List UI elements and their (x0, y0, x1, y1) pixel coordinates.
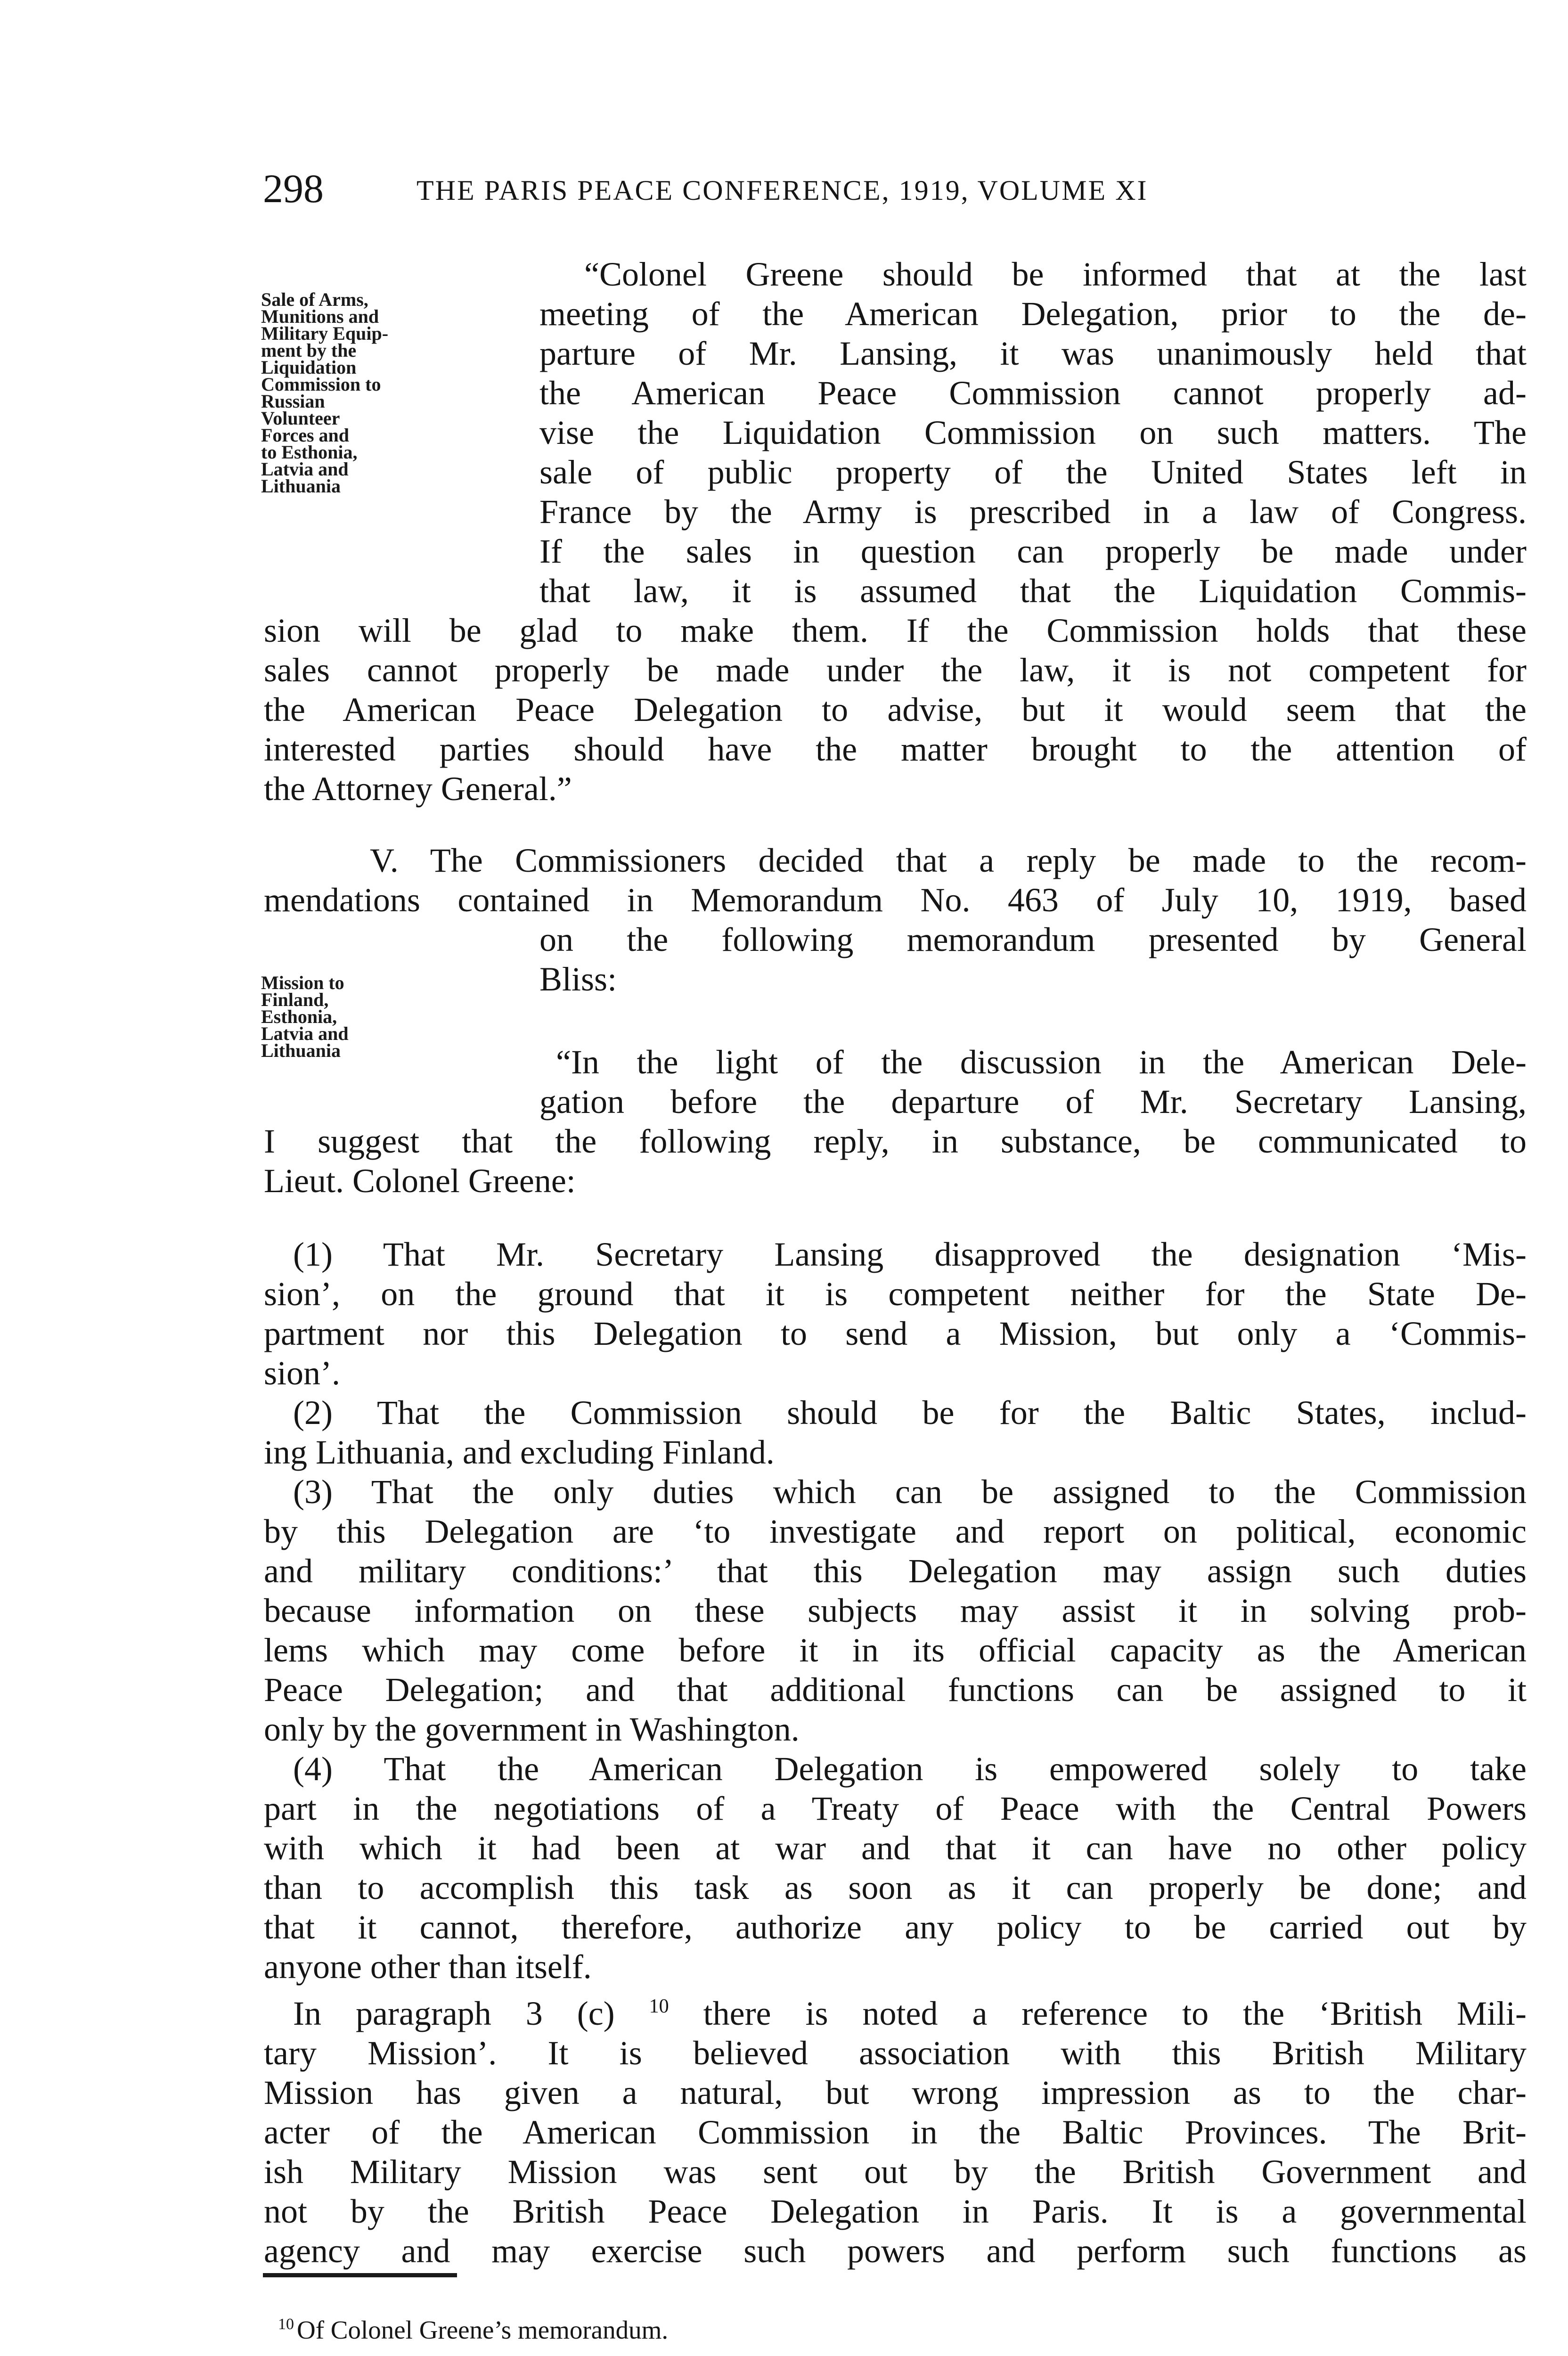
side-note-line: Forces and (261, 425, 350, 446)
side-note-line: Mission to (261, 972, 344, 993)
text-line: (2) That the Commission should be for the Baltic States, includ- (293, 1394, 1527, 1432)
text-line: interested parties should have the matter brought to the attention of (264, 730, 1527, 768)
text-line: mendations contained in Memorandum No. 463 of July 10, 1919, based (264, 881, 1527, 919)
text-line: sale of public property of the United States left in (539, 453, 1527, 491)
text-line: ing Lithuania, and excluding Finland. (264, 1433, 775, 1471)
numbered-items (264, 1235, 1527, 2271)
text-line: the American Peace Delegation to advise, but it would seem that the (264, 691, 1527, 728)
side-note-line: Finland, (261, 989, 329, 1010)
side-note-line: Liquidation (261, 357, 357, 378)
side-note-line: Sale of Arms, (261, 289, 368, 310)
side-note-line: Latvia and (261, 1023, 349, 1044)
text-line: “In the light of the discussion in the American Dele- (556, 1043, 1527, 1081)
text-line: than to accomplish this task as soon as it can properly be done; and (264, 1869, 1527, 1906)
footnote (278, 2308, 668, 2347)
text-line: If the sales in question can properly be made under (539, 532, 1527, 570)
text-line: because information on these subjects may assist it in solving prob- (264, 1592, 1527, 1629)
text-line: acter of the American Commission in the Baltic Provinces. The Brit- (264, 2113, 1527, 2151)
text-line: with which it had been at war and that it can have no other policy (264, 1829, 1527, 1867)
text-line: part in the negotiations of a Treaty of Peace with the Central Powers (264, 1790, 1527, 1827)
page-header (263, 163, 1526, 214)
text-line: Peace Delegation; and that additional functions can be assigned to it (264, 1671, 1527, 1709)
text-line: gation before the departure of Mr. Secretary Lansing, (539, 1083, 1527, 1121)
text-line: (3) That the only duties which can be assigned to the Commission (293, 1473, 1527, 1511)
page-number: 298 (263, 166, 324, 211)
bliss-memorandum-indented (539, 1042, 1527, 1121)
text-line: that it cannot, therefore, authorize any policy to be carried out by (264, 1908, 1527, 1946)
section-v-paragraph (264, 841, 1527, 920)
footnote-reference: 10 (649, 1996, 669, 2017)
running-head: THE PARIS PEACE CONFERENCE, 1919, VOLUME XI (416, 175, 1148, 206)
text-line: the American Peace Commission cannot properly ad- (539, 374, 1527, 412)
side-note-line: Volunteer (261, 408, 340, 429)
side-note-line: Lithuania (261, 475, 341, 497)
text-line: I suggest that the following reply, in substance, be communicated to (264, 1122, 1527, 1160)
side-note-line: ment by the (261, 340, 357, 361)
section-v-indented (539, 920, 1527, 999)
side-note-line: Latvia and (261, 458, 349, 480)
text-line: Mission has given a natural, but wrong impression as to the char- (264, 2074, 1527, 2111)
colonel-greene-paragraph-full (264, 611, 1527, 809)
text-line (264, 1987, 1527, 2033)
footnote-number: 10 (278, 2315, 294, 2333)
side-note-mission-to-finland (261, 974, 349, 1059)
footnote-text: Of Colonel Greene’s memorandum. (297, 2315, 669, 2344)
side-note-line: Russian (261, 391, 325, 412)
text-line: parture of Mr. Lansing, it was unanimously held that (539, 335, 1527, 372)
text-line: “Colonel Greene should be informed that at the last (584, 255, 1527, 293)
text-line: on the following memorandum presented by General (539, 921, 1527, 958)
side-note-line: Esthonia, (261, 1006, 337, 1027)
text-line: partment nor this Delegation to send a Mission, but only a ‘Commis- (264, 1315, 1527, 1352)
text-line: sion’. (264, 1354, 340, 1392)
text-line: sion’, on the ground that it is competent neither for the State De- (264, 1275, 1527, 1313)
text-line: (1) That Mr. Secretary Lansing disapproved the designation ‘Mis- (293, 1235, 1527, 1273)
text-line: sales cannot properly be made under the law, it is not competent for (264, 651, 1527, 689)
text-line: Lieut. Colonel Greene: (264, 1162, 576, 1200)
text-line: (4) That the American Delegation is empowered solely to take (293, 1750, 1527, 1788)
text-line: not by the British Peace Delegation in Paris. It is a governmental (264, 2192, 1527, 2230)
text-line: and military conditions:’ that this Delegation may assign such duties (264, 1552, 1527, 1590)
text-line: ish Military Mission was sent out by the British Government and (264, 2153, 1527, 2191)
footnote-divider (263, 2273, 457, 2277)
text-line: sion will be glad to make them. If the Commission holds that these (264, 612, 1527, 649)
side-note-line: Munitions and (261, 306, 379, 327)
text-line: vise the Liquidation Commission on such matters. The (539, 414, 1527, 451)
text-line: Bliss: (539, 960, 617, 998)
side-note-line: Lithuania (261, 1040, 341, 1061)
text-line: only by the government in Washington. (264, 1710, 800, 1748)
text-line: by this Delegation are ‘to investigate and report on political, economic (264, 1513, 1527, 1550)
text-line: anyone other than itself. (264, 1948, 592, 1986)
text-line: tary Mission’. It is believed association with this British Military (264, 2034, 1527, 2072)
text-line: V. The Commissioners decided that a reply be made to the recom- (370, 842, 1527, 879)
paragraph-3c-lead: In paragraph 3 (c) (293, 1995, 649, 2032)
text-line: that law, it is assumed that the Liquidation Commis- (539, 572, 1527, 610)
paragraph-3c-lead-rest: there is noted a reference to the ‘British Mili- (669, 1995, 1527, 2032)
side-note-sale-of-arms (261, 291, 388, 495)
text-line: France by the Army is prescribed in a law of Congress. (539, 493, 1527, 531)
side-note-line: Military Equip- (261, 323, 389, 344)
text-line: meeting of the American Delegation, prior to the de- (539, 295, 1527, 333)
text-line: agency and may exercise such powers and perform such functions as (264, 2232, 1527, 2270)
colonel-greene-paragraph-indented (539, 254, 1527, 611)
side-note-line: to Esthonia, (261, 442, 358, 463)
text-line: the Attorney General.” (264, 770, 572, 808)
bliss-memorandum-full (264, 1121, 1527, 1201)
text-line: lems which may come before it in its official capacity as the American (264, 1631, 1527, 1669)
side-note-line: Commission to (261, 374, 381, 395)
